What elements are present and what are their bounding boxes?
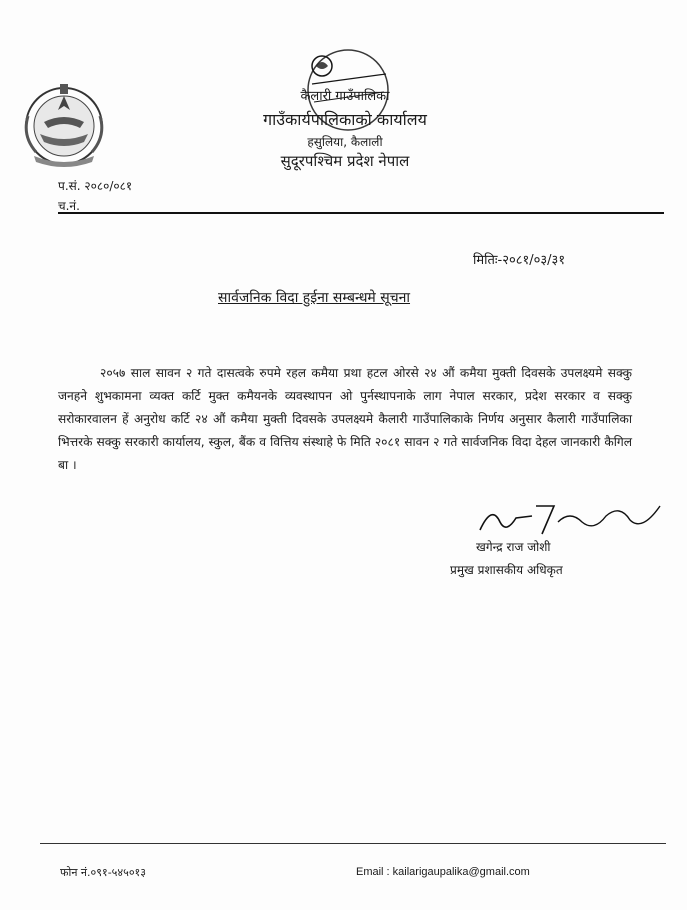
fiscal-year-ref: प.सं. २०८०/०८१	[58, 179, 133, 193]
notice-subject: सार्वजनिक विदा हुईना सम्बन्धमे सूचना	[218, 290, 411, 306]
header-office: गाउँकार्यपालिकाको कार्यालय	[263, 110, 427, 129]
notice-body: २०५७ साल सावन २ गते दासत्वके रुपमे रहल कमैया प्रथा हटल ओरसे २४ औं कमैया मुक्ती दिवसके उपलक्ष्यमे सक्कु जनहने शुभकामना व्यक्त कर्टि मुक्त कमैयनके व्यवस्थापन ओ पुर्नस्थापनाके लाग नेपाल सरकार, प्रदेश सरकार व सक्कु सरोकारवालन हें अनुरोध कर्टि २४ औं कमैया मुक्ती दिवसके उपलक्ष्यमे कैलारी गाउँपालिकाके निर्णय अनुसार कैलारी गाउँपालिका भित्तरके सक्कु सरकारी कार्यालय, स्कुल, बैंक व वित्तिय संस्थाहे फे मिति २०८१ सावन २ गते सार्वजनिक विदा देहल जानकारी कैगिल बा ।	[58, 366, 632, 472]
nepal-emblem-logo	[14, 76, 114, 172]
footer-email: Email : kailarigaupalika@gmail.com	[356, 866, 530, 878]
header-divider	[58, 212, 664, 214]
header-municipality: कैलारी गाउँपालिका	[300, 89, 390, 104]
signatory-name: खगेन्द्र राज जोशी	[476, 540, 551, 554]
footer-phone: फोन नं.०९१-५४५०१३	[60, 866, 146, 879]
handwritten-signature	[470, 492, 670, 542]
footer-divider	[40, 843, 666, 844]
header-province: सुदूरपश्चिम प्रदेश नेपाल	[280, 152, 410, 170]
header-location: हसुलिया, कैलाली	[307, 135, 383, 149]
dispatch-number: च.नं.	[58, 199, 80, 213]
notice-date: मितिः-२०८१/०३/३१	[473, 253, 566, 268]
signatory-title: प्रमुख प्रशासकीय अधिकृत	[450, 563, 563, 577]
